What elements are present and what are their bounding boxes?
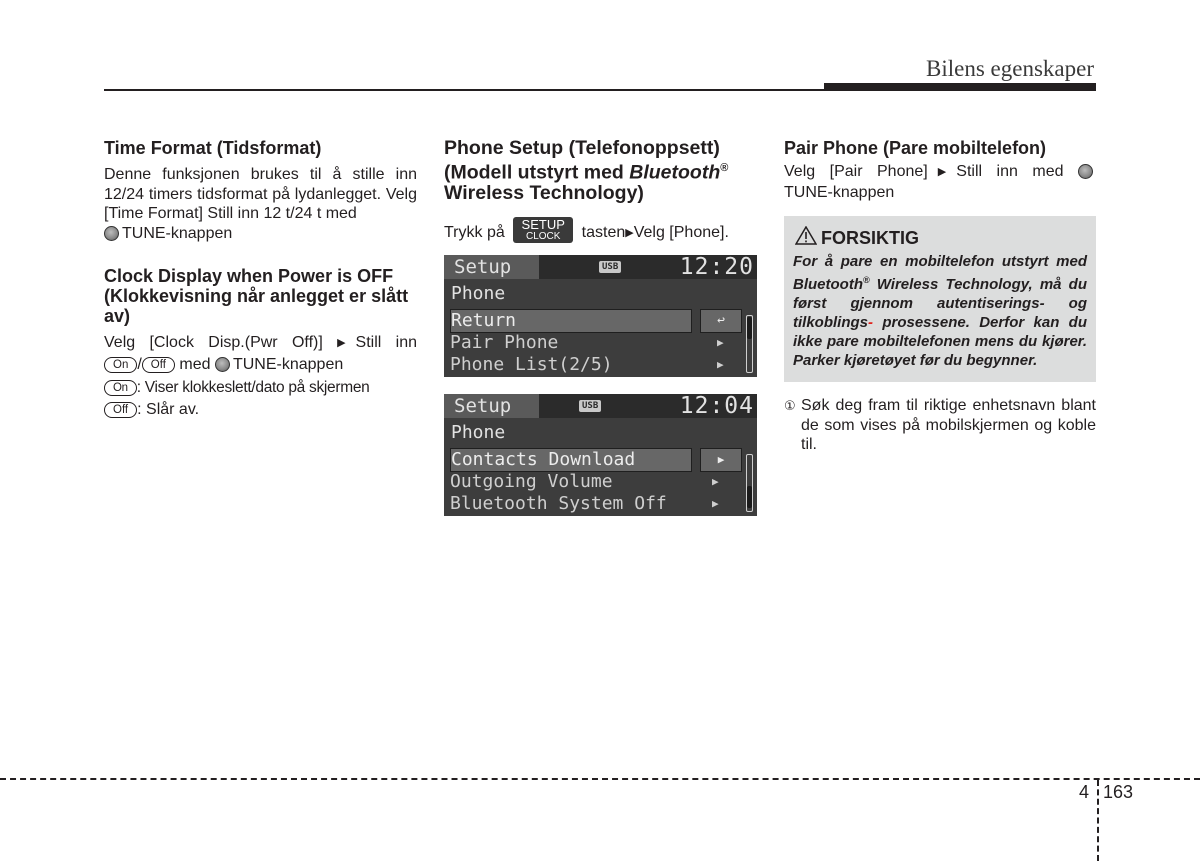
slash: / bbox=[137, 355, 142, 373]
clock-display-heading: Clock Display when Power is OFF (Klokkevisning når anlegget er slått av) bbox=[104, 266, 409, 326]
on-description-text: : Viser klokkeslett/dato på skjermen bbox=[136, 379, 370, 396]
tune-knob-icon bbox=[104, 226, 119, 241]
step-marker: ① bbox=[784, 398, 796, 413]
time-format-text: Denne funksjonen brukes til å stille inn 12/24 timers tidsformat på lydanlegget. Velg [Time Format] Still inn 12 t/24 t med bbox=[104, 166, 417, 222]
menu-item-phone-list: Phone List(2/5) bbox=[450, 354, 613, 375]
phone-setup-instruction bbox=[444, 217, 757, 244]
on-button-icon: On bbox=[104, 380, 137, 396]
screen-subtitle: Phone bbox=[451, 422, 506, 443]
right-triangle-icon: ▶ bbox=[337, 337, 356, 349]
scrollbar-thumb bbox=[747, 486, 752, 508]
header-rule-accent bbox=[824, 83, 1096, 91]
column-right bbox=[784, 138, 1096, 455]
menu-item-contacts-download: Contacts Download bbox=[450, 448, 692, 472]
phone-setup-screen-1 bbox=[444, 255, 757, 377]
tune-knob-icon bbox=[215, 357, 230, 372]
menu-item-pair-phone: Pair Phone bbox=[450, 332, 559, 353]
screen-subtitle: Phone bbox=[451, 283, 506, 304]
bluetooth-brand: Bluetooth bbox=[629, 161, 721, 184]
time-format-body bbox=[104, 165, 417, 243]
right-triangle-icon: ▶ bbox=[712, 497, 719, 510]
off-description bbox=[104, 400, 417, 420]
registered-mark: ® bbox=[720, 162, 729, 174]
select-phone-label: Velg [Phone]. bbox=[633, 223, 729, 241]
chapter-number: 4 bbox=[1079, 782, 1090, 802]
caution-text-a: For å pare en mobiltelefon utstyrt med Bluetooth bbox=[793, 253, 1087, 293]
phone-setup-screen-2 bbox=[444, 394, 757, 516]
caution-text-c: prosessene. Derfor kan du ikke pare mobiltelefonen mens du kjører. Parker kjøretøyet før du begynner. bbox=[793, 314, 1088, 369]
menu-item-bluetooth-off: Bluetooth System Off bbox=[450, 493, 667, 514]
step-1 bbox=[784, 396, 1096, 455]
warning-triangle-icon bbox=[795, 226, 817, 245]
caution-title bbox=[793, 226, 1087, 249]
screen-clock: 12:20 bbox=[679, 255, 754, 280]
tune-knob-icon bbox=[1078, 164, 1093, 179]
caution-hyphen: - bbox=[868, 314, 873, 331]
column-middle bbox=[444, 138, 757, 516]
clock-key-label: CLOCK bbox=[525, 230, 561, 242]
right-triangle-icon: ▶ bbox=[717, 336, 724, 349]
phone-setup-heading bbox=[444, 138, 757, 203]
clock-display-text-a: Velg [Clock Disp.(Pwr Off)] bbox=[104, 334, 323, 351]
on-description bbox=[104, 378, 417, 398]
caution-text-b: Wireless Technology, må du først gjennom autentiserings- og tilkoblings bbox=[793, 276, 1087, 331]
caution-box bbox=[784, 216, 1096, 382]
pair-phone-heading: Pair Phone (Pare mobiltelefon) bbox=[784, 138, 1047, 158]
pair-phone-tune: TUNE-knappen bbox=[784, 183, 895, 201]
caution-title-text: FORSIKTIG bbox=[821, 228, 919, 248]
column-left bbox=[104, 138, 417, 419]
menu-item-return: Return bbox=[450, 309, 692, 333]
footer-divider bbox=[1097, 780, 1099, 861]
header-title: Bilens egenskaper bbox=[926, 56, 1094, 81]
key-label: tasten bbox=[581, 223, 626, 241]
on-button-icon: On bbox=[104, 357, 137, 373]
right-triangle-icon: ▶ bbox=[712, 475, 719, 488]
clock-display-body bbox=[104, 333, 417, 354]
right-triangle-icon: ▶ bbox=[927, 166, 957, 178]
screen-title: Setup bbox=[444, 255, 539, 279]
menu-item-outgoing-volume: Outgoing Volume bbox=[450, 471, 613, 492]
footer-rule bbox=[0, 778, 1200, 780]
phone-setup-heading-text: Phone Setup (Telefonoppsett) (Modell utstyrt med bbox=[444, 137, 720, 184]
press-label: Trykk på bbox=[444, 223, 505, 241]
scrollbar-thumb bbox=[747, 317, 752, 339]
step-text: Søk deg fram til riktige enhetsnavn blant de som vises på mobilskjermen og koble til. bbox=[801, 397, 1096, 453]
phone-setup-heading-text-b: Wireless Technology) bbox=[444, 181, 644, 204]
right-triangle-icon: ▶ bbox=[717, 358, 724, 371]
clock-display-text-b: Still inn bbox=[355, 334, 418, 351]
pair-phone-body bbox=[784, 162, 1096, 183]
tune-label: TUNE-knappen bbox=[232, 355, 344, 373]
tune-label: TUNE-knappen bbox=[122, 224, 233, 242]
off-button-icon: Off bbox=[104, 402, 137, 418]
time-format-heading: Time Format (Tidsformat) bbox=[104, 138, 322, 158]
clock-display-options bbox=[104, 355, 417, 375]
right-triangle-icon: ▶ bbox=[625, 226, 634, 239]
pair-phone-text-b: Still inn med bbox=[956, 163, 1064, 180]
setup-clock-key-icon bbox=[513, 217, 573, 243]
return-arrow-icon: ↩ bbox=[700, 309, 742, 333]
off-description-text: : Slår av. bbox=[137, 400, 200, 418]
registered-mark: ® bbox=[862, 275, 870, 285]
off-button-icon: Off bbox=[142, 357, 175, 373]
screen-title: Setup bbox=[444, 394, 539, 418]
screen-clock: 12:04 bbox=[679, 394, 754, 419]
med-label: med bbox=[179, 355, 211, 373]
page-number: 163 bbox=[1103, 782, 1134, 802]
usb-badge: USB bbox=[579, 400, 601, 412]
pair-phone-text-a: Velg [Pair Phone] bbox=[784, 163, 928, 180]
right-triangle-icon: ▶ bbox=[700, 448, 742, 472]
setup-key-label: SETUP bbox=[521, 216, 565, 232]
usb-badge: USB bbox=[599, 261, 621, 273]
caution-body bbox=[793, 252, 1087, 370]
